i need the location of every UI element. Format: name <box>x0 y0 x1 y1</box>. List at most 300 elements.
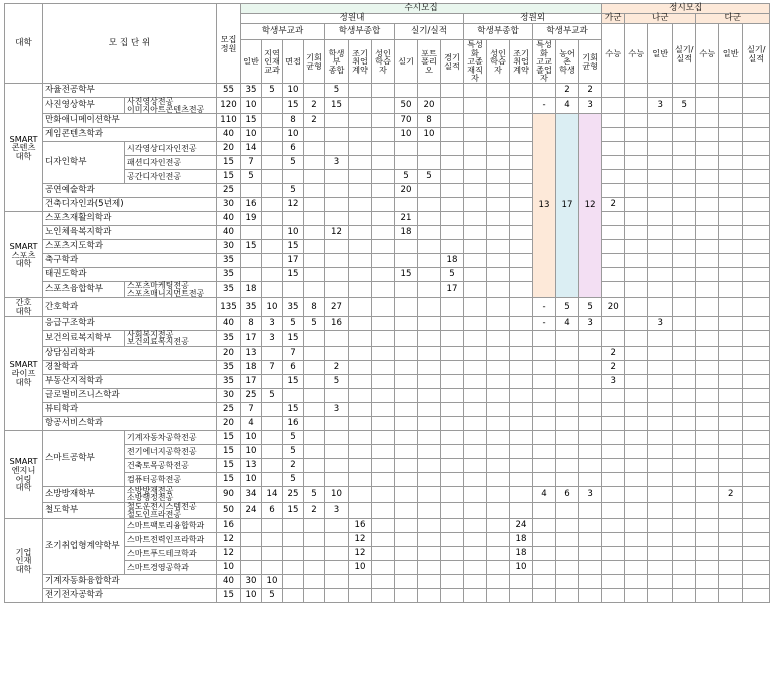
value-cell <box>602 184 625 198</box>
value-cell <box>556 458 579 472</box>
value-cell <box>719 142 743 156</box>
value-cell: 30 <box>241 575 262 589</box>
value-cell <box>395 575 418 589</box>
value-cell <box>441 458 464 472</box>
value-cell <box>262 402 283 416</box>
value-cell <box>696 388 719 402</box>
value-cell <box>602 503 625 519</box>
value-cell <box>325 589 349 603</box>
value-cell <box>262 444 283 458</box>
quota-cell: 40 <box>217 226 241 240</box>
value-cell <box>418 346 441 360</box>
value-cell: 6 <box>283 142 304 156</box>
value-cell: 2 <box>602 198 625 212</box>
value-cell <box>418 533 441 547</box>
value-cell <box>579 444 602 458</box>
value-cell <box>304 212 325 226</box>
value-cell <box>262 240 283 254</box>
value-cell <box>696 402 719 416</box>
sub-h-k: 특성화 고졸 재직자 <box>464 40 487 84</box>
value-cell <box>743 156 770 170</box>
table-row <box>5 589 770 603</box>
value-cell: 4 <box>556 98 579 114</box>
header-hs-comp2: 학생부종합 <box>464 24 533 40</box>
value-cell <box>418 282 441 298</box>
value-cell <box>648 444 673 458</box>
table-row <box>5 330 770 346</box>
value-cell: 18 <box>510 547 533 561</box>
value-cell <box>556 416 579 430</box>
value-cell <box>556 444 579 458</box>
value-cell <box>325 472 349 486</box>
value-cell <box>648 346 673 360</box>
value-cell <box>743 503 770 519</box>
value-cell <box>743 98 770 114</box>
value-cell <box>696 298 719 316</box>
sub-h-e: 학생부 종합 <box>325 40 349 84</box>
value-cell <box>372 430 395 444</box>
value-cell <box>625 142 648 156</box>
value-cell <box>487 184 510 198</box>
value-cell <box>533 472 556 486</box>
major-cell: 시각영상디자인전공 <box>125 142 217 156</box>
value-cell <box>464 226 487 240</box>
value-cell: 5 <box>283 184 304 198</box>
value-cell <box>262 282 283 298</box>
value-cell <box>673 503 696 519</box>
value-cell <box>304 444 325 458</box>
table-row <box>5 84 770 98</box>
value-cell: 12 <box>325 226 349 240</box>
value-cell <box>372 458 395 472</box>
value-cell <box>696 346 719 360</box>
value-cell <box>625 472 648 486</box>
value-cell <box>349 589 372 603</box>
value-cell <box>441 388 464 402</box>
value-cell: 7 <box>241 402 262 416</box>
major-cell: 건축토목공학전공 <box>125 458 217 472</box>
value-cell: 20 <box>602 298 625 316</box>
value-cell <box>464 575 487 589</box>
value-cell <box>510 128 533 142</box>
value-cell <box>441 198 464 212</box>
value-cell <box>487 346 510 360</box>
value-cell: - <box>533 298 556 316</box>
value-cell <box>510 360 533 374</box>
value-cell: 5 <box>579 298 602 316</box>
table-row <box>5 503 770 519</box>
dept-cell: 만화애니메이션학부 <box>43 114 217 128</box>
value-cell <box>602 114 625 128</box>
value-cell: 3 <box>602 374 625 388</box>
value-cell <box>510 503 533 519</box>
value-cell <box>487 444 510 458</box>
value-cell: 10 <box>325 486 349 502</box>
value-cell <box>349 212 372 226</box>
value-cell <box>648 472 673 486</box>
value-cell <box>673 330 696 346</box>
value-cell <box>418 589 441 603</box>
value-cell <box>464 170 487 184</box>
value-cell <box>533 444 556 458</box>
value-cell <box>743 589 770 603</box>
value-cell <box>743 458 770 472</box>
dept-cell: 게임콘텐츠학과 <box>43 128 217 142</box>
value-cell <box>395 388 418 402</box>
value-cell <box>349 298 372 316</box>
value-cell <box>441 575 464 589</box>
value-cell <box>418 298 441 316</box>
table-row <box>5 184 770 198</box>
value-cell: 15 <box>283 503 304 519</box>
value-cell <box>533 360 556 374</box>
value-cell <box>625 589 648 603</box>
dept-cell: 스마트공학부 <box>43 430 125 486</box>
value-cell: 18 <box>510 533 533 547</box>
value-cell <box>579 360 602 374</box>
value-cell <box>283 575 304 589</box>
value-cell <box>625 98 648 114</box>
value-cell <box>673 184 696 198</box>
value-cell <box>696 226 719 240</box>
value-cell <box>533 84 556 98</box>
value-cell <box>673 430 696 444</box>
value-cell <box>418 486 441 502</box>
value-cell <box>349 316 372 330</box>
value-cell <box>648 240 673 254</box>
value-cell <box>464 561 487 575</box>
value-cell <box>673 561 696 575</box>
value-cell <box>349 402 372 416</box>
value-cell <box>441 503 464 519</box>
value-cell <box>556 547 579 561</box>
value-cell: 15 <box>283 330 304 346</box>
value-cell <box>487 128 510 142</box>
value-cell <box>579 374 602 388</box>
value-cell <box>418 226 441 240</box>
table-row <box>5 298 770 316</box>
value-cell: 10 <box>241 444 262 458</box>
value-cell <box>283 547 304 561</box>
value-cell <box>556 346 579 360</box>
value-cell <box>418 561 441 575</box>
value-cell: 19 <box>241 212 262 226</box>
value-cell <box>743 575 770 589</box>
value-cell <box>441 402 464 416</box>
value-cell <box>395 444 418 458</box>
value-cell: 10 <box>283 226 304 240</box>
value-cell <box>696 533 719 547</box>
value-cell <box>395 503 418 519</box>
value-cell <box>719 198 743 212</box>
value-cell <box>510 226 533 240</box>
value-cell <box>464 254 487 268</box>
value-cell <box>325 212 349 226</box>
dept-cell: 태권도학과 <box>43 268 217 282</box>
value-cell <box>372 503 395 519</box>
value-cell <box>625 561 648 575</box>
value-cell <box>349 575 372 589</box>
value-cell <box>533 374 556 388</box>
value-cell: 10 <box>241 98 262 114</box>
value-cell <box>441 226 464 240</box>
value-cell <box>349 198 372 212</box>
value-cell <box>696 316 719 330</box>
value-cell <box>648 142 673 156</box>
value-cell <box>673 298 696 316</box>
value-cell <box>487 142 510 156</box>
sub-h-5: 일반 <box>719 24 743 84</box>
value-cell: 2 <box>304 114 325 128</box>
value-cell <box>487 547 510 561</box>
value-cell <box>696 330 719 346</box>
value-cell <box>579 547 602 561</box>
value-cell <box>464 388 487 402</box>
quota-cell: 135 <box>217 298 241 316</box>
value-cell <box>325 282 349 298</box>
value-cell <box>743 170 770 184</box>
value-cell <box>533 330 556 346</box>
value-cell <box>441 114 464 128</box>
quota-cell: 30 <box>217 388 241 402</box>
header-na: 나군 <box>625 14 696 24</box>
value-cell <box>372 519 395 533</box>
value-cell: 10 <box>241 589 262 603</box>
value-cell <box>743 226 770 240</box>
value-cell <box>441 547 464 561</box>
value-cell <box>441 533 464 547</box>
value-cell: 8 <box>283 114 304 128</box>
value-cell <box>533 458 556 472</box>
value-cell <box>510 254 533 268</box>
value-cell <box>487 240 510 254</box>
value-cell <box>464 98 487 114</box>
quota-cell: 15 <box>217 444 241 458</box>
value-cell <box>743 298 770 316</box>
value-cell <box>372 374 395 388</box>
value-cell <box>418 84 441 98</box>
value-cell: 25 <box>283 486 304 502</box>
value-cell <box>372 388 395 402</box>
value-cell <box>395 402 418 416</box>
value-cell <box>696 98 719 114</box>
quota-cell: 35 <box>217 254 241 268</box>
value-cell <box>325 561 349 575</box>
value-cell: 6 <box>283 360 304 374</box>
value-cell <box>579 589 602 603</box>
sub-h-i: 포트 폴리오 <box>418 40 441 84</box>
value-cell <box>648 360 673 374</box>
value-cell <box>743 360 770 374</box>
value-cell <box>395 486 418 502</box>
value-cell <box>325 198 349 212</box>
value-cell: 3 <box>579 316 602 330</box>
value-cell: 27 <box>325 298 349 316</box>
value-cell <box>743 240 770 254</box>
value-cell <box>304 458 325 472</box>
value-cell <box>487 156 510 170</box>
table-row <box>5 519 770 533</box>
value-cell <box>349 374 372 388</box>
value-cell <box>696 84 719 98</box>
value-cell <box>648 402 673 416</box>
value-cell: 5 <box>283 156 304 170</box>
value-cell <box>510 84 533 98</box>
value-cell <box>372 268 395 282</box>
value-cell <box>696 198 719 212</box>
value-cell <box>602 142 625 156</box>
value-cell <box>510 240 533 254</box>
value-cell <box>556 472 579 486</box>
value-cell <box>719 128 743 142</box>
value-cell: 5 <box>325 84 349 98</box>
value-cell <box>510 458 533 472</box>
value-cell <box>719 330 743 346</box>
value-cell <box>625 575 648 589</box>
value-cell <box>673 198 696 212</box>
value-cell <box>648 416 673 430</box>
value-cell <box>487 114 510 128</box>
value-cell <box>533 402 556 416</box>
value-cell <box>673 282 696 298</box>
value-cell: 15 <box>325 98 349 114</box>
value-cell <box>464 282 487 298</box>
value-cell <box>602 254 625 268</box>
value-cell <box>648 374 673 388</box>
value-cell: 16 <box>241 198 262 212</box>
value-cell <box>673 128 696 142</box>
value-cell <box>349 84 372 98</box>
value-cell: 5 <box>395 170 418 184</box>
value-cell: 3 <box>262 316 283 330</box>
value-cell <box>464 156 487 170</box>
value-cell: 6 <box>262 503 283 519</box>
value-cell <box>696 142 719 156</box>
value-cell <box>441 316 464 330</box>
value-cell <box>395 360 418 374</box>
value-cell <box>743 388 770 402</box>
value-cell <box>602 240 625 254</box>
value-cell <box>743 84 770 98</box>
value-cell <box>602 472 625 486</box>
value-cell <box>395 589 418 603</box>
value-cell <box>510 298 533 316</box>
value-cell <box>283 519 304 533</box>
value-cell <box>533 503 556 519</box>
value-cell <box>241 561 262 575</box>
value-cell <box>696 561 719 575</box>
value-cell <box>602 330 625 346</box>
value-cell <box>648 589 673 603</box>
value-cell: 5 <box>283 444 304 458</box>
value-cell <box>510 402 533 416</box>
value-cell <box>372 402 395 416</box>
value-cell <box>743 142 770 156</box>
value-cell <box>487 430 510 444</box>
value-cell <box>441 142 464 156</box>
value-cell <box>673 589 696 603</box>
value-cell <box>487 402 510 416</box>
value-cell <box>602 282 625 298</box>
dept-cell: 건축디자인과(5년제) <box>43 198 217 212</box>
dept-cell: 보건의료복지학부 <box>43 330 125 346</box>
value-cell: 17 <box>241 330 262 346</box>
value-cell <box>325 184 349 198</box>
value-cell <box>648 330 673 346</box>
value-cell <box>241 547 262 561</box>
value-cell <box>625 330 648 346</box>
value-cell <box>743 416 770 430</box>
value-cell <box>743 184 770 198</box>
value-cell <box>372 240 395 254</box>
value-cell <box>325 416 349 430</box>
value-cell <box>487 170 510 184</box>
value-cell <box>673 212 696 226</box>
value-cell <box>487 472 510 486</box>
value-cell <box>487 360 510 374</box>
table-row <box>5 486 770 502</box>
value-cell <box>648 388 673 402</box>
value-cell: 18 <box>241 360 262 374</box>
value-cell <box>673 486 696 502</box>
value-cell <box>487 254 510 268</box>
value-cell <box>262 561 283 575</box>
value-cell <box>719 374 743 388</box>
value-cell <box>743 114 770 128</box>
value-cell <box>325 533 349 547</box>
value-cell: - <box>533 316 556 330</box>
value-cell <box>372 156 395 170</box>
quota-cell: 12 <box>217 533 241 547</box>
value-cell: 3 <box>648 316 673 330</box>
value-cell <box>372 346 395 360</box>
quota-cell: 35 <box>217 268 241 282</box>
value-cell <box>719 561 743 575</box>
value-cell <box>464 346 487 360</box>
value-cell <box>510 346 533 360</box>
value-cell: 2 <box>579 84 602 98</box>
value-cell <box>325 547 349 561</box>
value-cell <box>510 330 533 346</box>
value-cell <box>464 458 487 472</box>
dept-cell: 조기취업형계약학부 <box>43 519 125 575</box>
value-cell <box>262 198 283 212</box>
value-cell <box>743 330 770 346</box>
value-cell <box>579 430 602 444</box>
value-cell <box>262 114 283 128</box>
value-cell: 10 <box>349 561 372 575</box>
value-cell: 14 <box>241 142 262 156</box>
quota-cell: 16 <box>217 519 241 533</box>
header-da: 다군 <box>696 14 770 24</box>
value-cell: 24 <box>241 503 262 519</box>
value-cell <box>648 430 673 444</box>
value-cell <box>464 128 487 142</box>
merged-outquota-cell: 13 <box>533 114 556 298</box>
admission-table <box>4 3 770 603</box>
value-cell <box>487 533 510 547</box>
value-cell <box>304 402 325 416</box>
value-cell <box>743 430 770 444</box>
value-cell <box>464 444 487 458</box>
value-cell <box>743 402 770 416</box>
quota-cell: 35 <box>217 330 241 346</box>
value-cell <box>719 444 743 458</box>
value-cell <box>395 254 418 268</box>
value-cell <box>304 360 325 374</box>
sub-h-g: 성인 학습자 <box>372 40 395 84</box>
dept-cell: 사진영상학부 <box>43 98 125 114</box>
